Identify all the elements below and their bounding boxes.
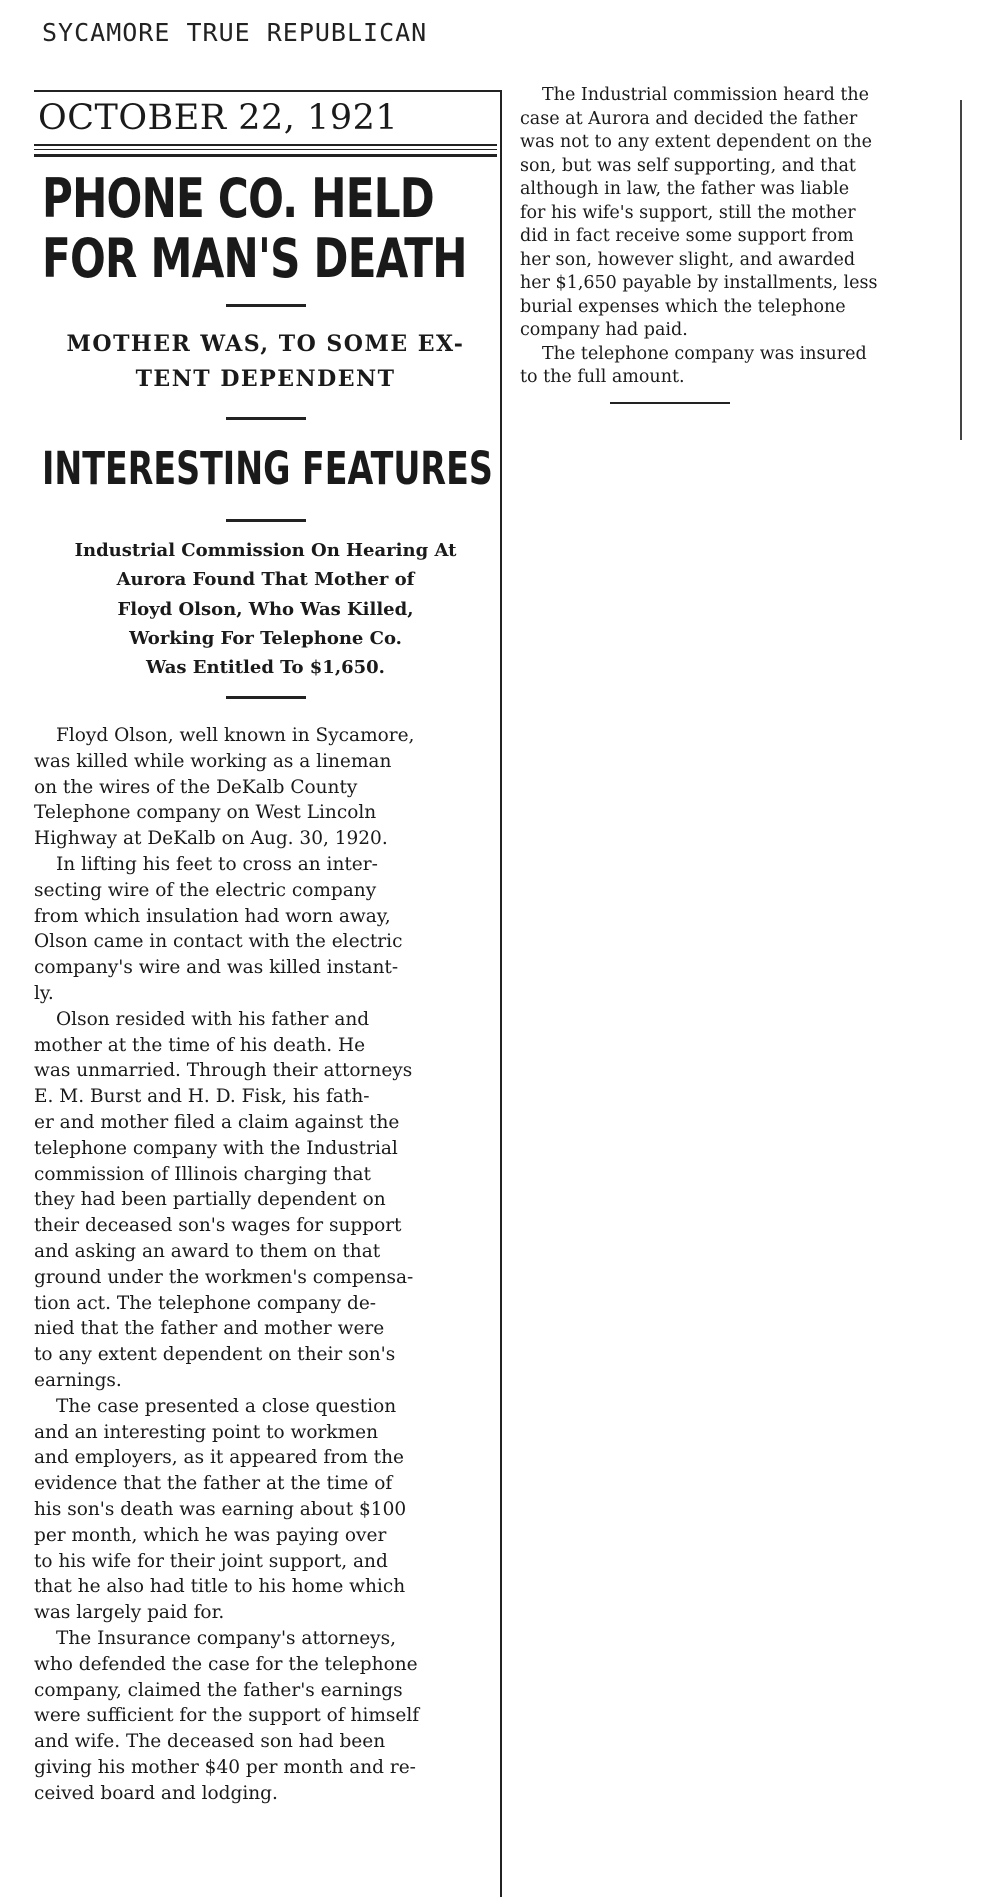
text-line: Telephone company on West Lincoln — [34, 802, 377, 824]
text-line: Floyd Olson, well known in Sycamore, — [56, 725, 415, 747]
summary-line: Aurora Found That Mother of — [116, 569, 415, 591]
section-rule — [226, 417, 306, 420]
column-divider — [500, 90, 502, 1897]
text-line: burial expenses which the telephone — [520, 296, 846, 317]
text-line: In lifting his feet to cross an inter- — [56, 854, 378, 876]
text-line: The telephone company was insured — [542, 343, 867, 364]
text-line: and an interesting point to workmen — [34, 1421, 378, 1443]
text-line: did in fact receive some support from — [520, 226, 854, 246]
text-line: ly. — [34, 983, 54, 1005]
text-line: and asking an award to them on that — [34, 1241, 381, 1263]
article-paragraph — [34, 1394, 497, 1626]
text-line: secting wire of the electric company — [34, 879, 377, 901]
article-paragraph — [520, 84, 962, 343]
article-paragraph — [34, 1626, 497, 1807]
text-line: er and mother filed a claim against the — [34, 1112, 400, 1134]
text-line: nied that the father and mother were — [34, 1318, 385, 1340]
text-line: for his wife's support, still the mother — [520, 202, 856, 223]
deck-line: TENT DEPENDENT — [135, 366, 396, 393]
section-rule — [226, 696, 306, 699]
text-line: ceived board and lodging. — [34, 1782, 278, 1804]
article-paragraph — [34, 852, 497, 1007]
header-rule — [34, 154, 497, 157]
text-line: mother at the time of his death. He — [34, 1034, 366, 1056]
section-rule — [226, 304, 306, 307]
text-line: company's wire and was killed instant- — [34, 957, 399, 979]
summary-line: Working For Telephone Co. — [129, 627, 402, 649]
subheadline: INTERESTING FEATURES — [42, 442, 493, 496]
article-paragraph — [34, 1007, 497, 1394]
text-line: son, but was self supporting, and that — [520, 155, 856, 176]
section-rule — [226, 519, 306, 522]
article-paragraph — [520, 343, 962, 390]
text-line: was unmarried. Through their attorneys — [34, 1060, 413, 1082]
text-line: to his wife for their joint support, and — [34, 1550, 388, 1572]
text-line: her son, however slight, and awarded — [520, 249, 856, 270]
summary-line: Industrial Commission On Hearing At — [74, 540, 457, 562]
text-line: The case presented a close question — [56, 1395, 397, 1417]
text-line: The Insurance company's attorneys, — [56, 1627, 397, 1649]
summary-deck — [34, 536, 497, 682]
text-line: evidence that the father at the time of — [34, 1473, 393, 1495]
text-line: was killed while working as a lineman — [34, 750, 392, 772]
text-line: on the wires of the DeKalb County — [34, 776, 358, 798]
headline-line: PHONE CO. HELD — [42, 167, 434, 230]
article-continuation — [520, 84, 962, 390]
headline-line: FOR MAN'S DEATH — [42, 227, 467, 291]
summary-line: Floyd Olson, Who Was Killed, — [117, 598, 414, 620]
text-line: and employers, as it appeared from the — [34, 1447, 404, 1469]
date-rule — [34, 144, 497, 150]
end-rule — [610, 402, 730, 404]
text-line: company, claimed the father's earnings — [34, 1679, 403, 1701]
text-line: and wife. The deceased son had been — [34, 1731, 386, 1753]
text-line: E. M. Burst and H. D. Fisk, his fath- — [34, 1086, 370, 1108]
text-line: commission of Illinois charging that — [34, 1163, 371, 1185]
text-line: company had paid. — [520, 320, 688, 340]
headline — [42, 169, 502, 290]
text-line: to the full amount. — [520, 367, 685, 387]
text-line: to any extent dependent on their son's — [34, 1344, 396, 1366]
text-line: that he also had title to his home which — [34, 1576, 406, 1598]
text-line: Olson came in contact with the electric — [34, 931, 403, 953]
text-line: case at Aurora and decided the father — [520, 108, 858, 129]
text-line: from which insulation had worn away, — [34, 905, 391, 927]
text-line: his son's death was earning about $100 — [34, 1499, 407, 1520]
text-line: Olson resided with his father and — [56, 1008, 370, 1030]
text-line: giving his mother $40 per month and re- — [34, 1756, 416, 1778]
text-line: Highway at DeKalb on Aug. 30, 1920. — [34, 828, 388, 850]
text-line: The Industrial commission heard the — [542, 85, 869, 105]
text-line: who defended the case for the telephone — [34, 1653, 418, 1675]
right-column-rule — [960, 100, 962, 440]
article-left-column — [34, 90, 497, 1897]
text-line: although in law, the father was liable — [520, 179, 850, 199]
text-line: was largely paid for. — [34, 1602, 225, 1624]
article-date: OCTOBER 22, 1921 — [38, 98, 399, 138]
deck-line: MOTHER WAS, TO SOME EX- — [66, 330, 465, 357]
newspaper-masthead: SYCAMORE TRUE REPUBLICAN — [42, 18, 428, 47]
article-body — [34, 723, 497, 1806]
summary-line: Was Entitled To $1,650. — [146, 656, 385, 678]
article-paragraph — [34, 723, 497, 852]
text-line: tion act. The telephone company de- — [34, 1292, 377, 1314]
text-line: their deceased son's wages for support — [34, 1215, 402, 1237]
text-line: they had been partially dependent on — [34, 1189, 386, 1211]
text-line: her $1,650 payable by installments, less — [520, 273, 878, 293]
text-line: per month, which he was paying over — [34, 1524, 387, 1546]
text-line: telephone company with the Industrial — [34, 1137, 398, 1159]
deck-headline — [34, 327, 497, 397]
text-line: earnings. — [34, 1370, 122, 1392]
text-line: were sufficient for the support of himself — [34, 1705, 420, 1727]
article-right-column — [520, 78, 962, 404]
text-line: was not to any extent dependent on the — [520, 132, 872, 152]
text-line: ground under the workmen's compensa- — [34, 1266, 414, 1288]
